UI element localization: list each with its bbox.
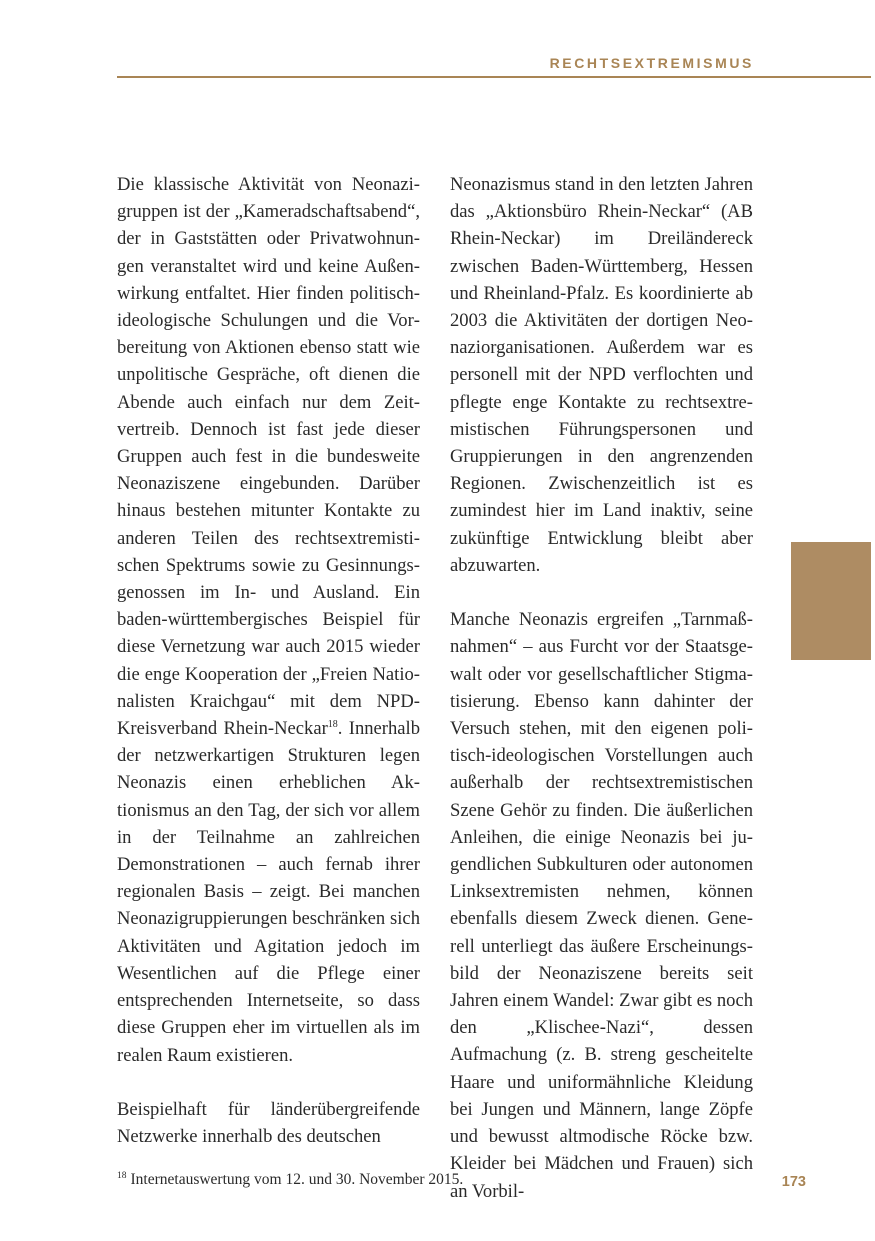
- paragraph: Neonazismus stand in den letzten Jahren das „Aktionsbüro Rhein-Neckar“ (AB Rhein-Neckar) im Dreiländereck zwischen Baden-Württemberg, Hessen und Rheinland-Pfalz. Es koordinierte ab 2003 die Aktivitäten der dortigen Neonaziorganisationen. Außerdem war es personell mit der NPD verflochten und pflegte enge Kontakte zu rechtsextremistischen Führungspersonen und Gruppierungen in den angrenzenden Regionen. Zwischenzeitlich ist es zumindest hier im Land inaktiv, seine zukünftige Entwicklung bleibt aber abzuwarten.: [450, 174, 753, 576]
- header-rule: [117, 76, 871, 78]
- page-number: 173: [781, 1174, 806, 1190]
- running-header: RECHTSEXTREMISMUS: [549, 55, 754, 71]
- text-column-right: [450, 171, 753, 1205]
- paragraph: [117, 171, 420, 1069]
- paragraph: Manche Neonazis ergreifen „Tarnmaßnahmen“ – aus Furcht vor der Staatsgewalt oder vor gesellschaftlicher Stigmatisierung. Ebenso kann dahinter der Versuch stehen, mit den eigenen politisch-ideologischen Vorstellungen auch außerhalb der rechtsextremistischen Szene Gehör zu finden. Die äußerlichen Anleihen, die einige Neonazis bei jugendlichen Subkulturen oder autonomen Linksextremisten nehmen, können ebenfalls diesem Zweck dienen. Generell unterliegt das äußere Erscheinungsbild der Neonaziszene bereits seit Jahren einem Wandel: Zwar gibt es noch den „Klischee-Nazi“, dessen Aufmachung (z. B. streng gescheitelte Haare und uniformähnliche Kleidung bei Jungen und Männern, lange Zöpfe und bewusst altmodische Röcke bzw. Kleider bei Mädchen und Frauen) sich an Vorbil-: [450, 609, 753, 1202]
- paragraph: Beispielhaft für länderübergreifende Netzwerke innerhalb des deutschen: [117, 1098, 420, 1148]
- footnote: [117, 1170, 717, 1190]
- chapter-side-tab: [791, 542, 871, 660]
- footnote-reference[interactable]: 18: [327, 718, 338, 730]
- paragraph-text: . Innerhalb der netzwerkartigen Strukturen legen Neonazis einen erheblichen Aktionismus an den Tag, der sich vor allem in der Teilnahme an zahlreichen Demonstrationen – auch fernab ihrer regionalen Basis – zeigt. Bei manchen Neonazigruppierungen beschränken sich Aktivitäten und Agitation jedoch im Wesentlichen auf die Pflege einer entsprechenden Internetseite, so dass diese Gruppen eher im virtuellen als im realen Raum existieren.: [117, 718, 421, 1066]
- paragraph-text: Die klassische Aktivität von Neonazigruppen ist der „Kameradschaftsabend“, der in Gaststätten oder Privatwohnungen veranstaltet wird und keine Außenwirkung entfaltet. Hier finden politisch-ideologische Schulungen und die Vorbereitung von Aktionen ebenso statt wie unpolitische Gespräche, oft dienen die Abende auch einfach nur dem Zeitvertreib. Dennoch ist fast jede dieser Gruppen auch fest in die bundesweite Neonaziszene eingebunden. Darüber hinaus bestehen mitunter Kontakte zu anderen Teilen des rechtsextremistischen Spektrums sowie zu Gesinnungsgenossen im In- und Ausland. Ein baden-württembergisches Beispiel für diese Vernetzung war auch 2015 wieder die enge Kooperation der „Freien Nationalisten Kraichgau“ mit dem NPD-Kreisverband Rhein-Neckar: [117, 174, 420, 740]
- text-column-left: [117, 171, 420, 1150]
- footnote-number: 18: [117, 1170, 127, 1181]
- footnote-text: Internetauswertung vom 12. und 30. November 2015.: [130, 1171, 464, 1188]
